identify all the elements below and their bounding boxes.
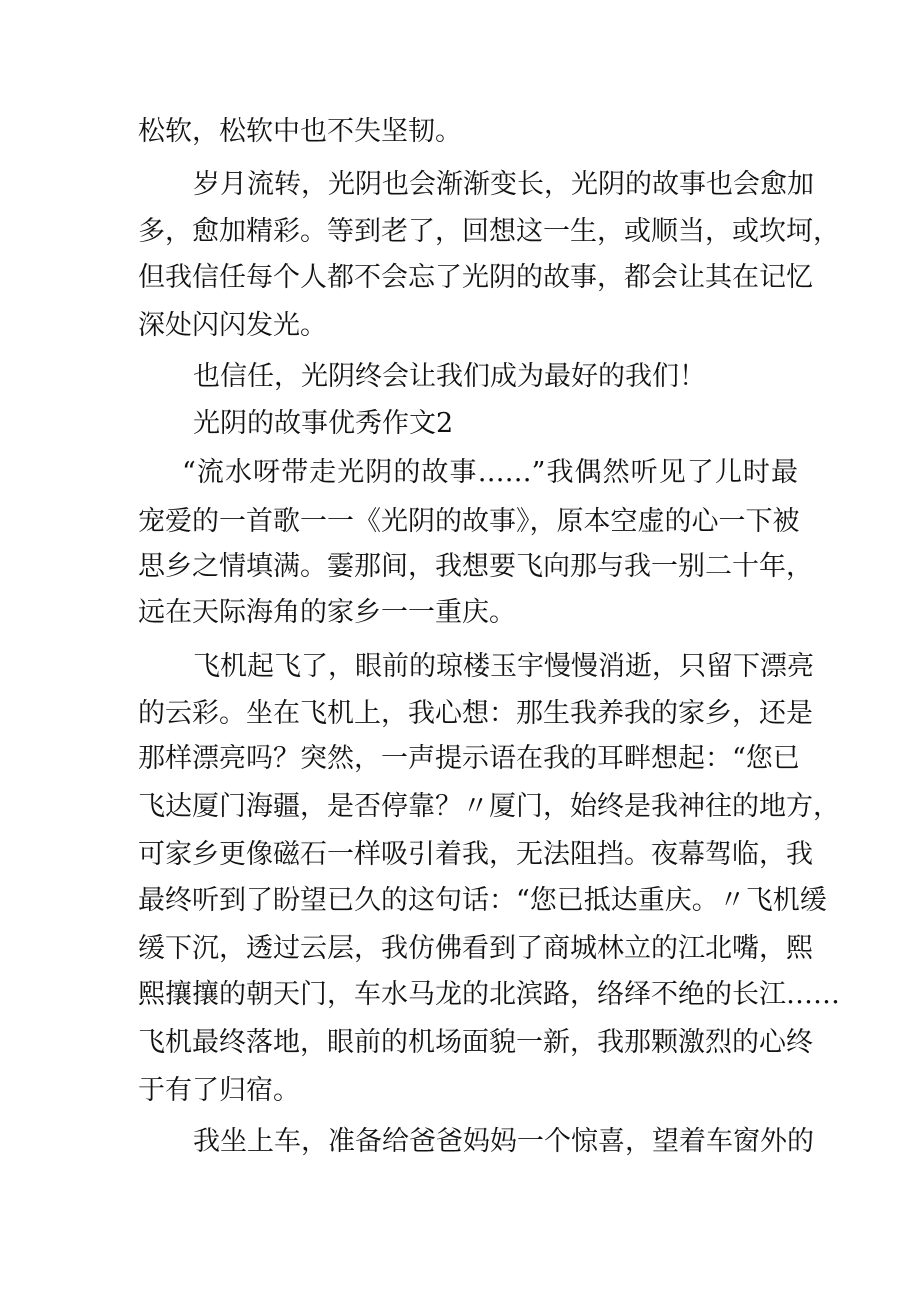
paragraph-first-line: 飞机起飞了，眼前的琼楼玉宇慢慢消逝，只留下漂亮 [193,651,814,682]
text-line: 熙攘攘的朝天门，车水马龙的北滨路，络绎不绝的长江…… [138,979,840,1010]
text-line: 思乡之情填满。霎那间，我想要飞向那与我一别二十年， [138,551,813,582]
text-line: 深处闪闪发光。 [138,310,327,341]
text-line: 可家乡更像磁石一样吸引着我，无法阻挡。夜幕驾临，我 [138,839,813,870]
text-line: 远在天际海角的家乡一一重庆。 [138,597,516,628]
paragraph-first-line: 也信任，光阴终会让我们成为最好的我们！ [193,361,706,392]
text-line: 最终听到了盼望已久的这句话：“您已抵达重庆。〃飞机缓 [138,885,827,916]
paragraph-first-line: “流水呀带走光阴的故事……”我偶然听见了儿时最 [182,457,798,488]
paragraph-first-line: 我坐上车，准备给爸爸妈妈一个惊喜，望着车窗外的 [193,1126,814,1157]
text-line: 飞机最终落地，眼前的机场面貌一新，我那颗激烈的心终 [138,1027,813,1058]
text-line: 的云彩。坐在飞机上，我心想：那生我养我的家乡，还是 [138,698,813,729]
text-line: 宠爱的一首歌一一《光阴的故事》，原本空虚的心一下被 [138,506,800,537]
text-line: 但我信任每个人都不会忘了光阴的故事，都会让其在记忆 [138,262,813,293]
text-line: 缓下沉，透过云层，我仿佛看到了商城林立的江北嘴，熙 [138,933,813,964]
text-line: 松软，松软中也不失坚韧。 [138,116,462,147]
paragraph-first-line: 岁月流转，光阴也会渐渐变长，光阴的故事也会愈加 [193,169,814,200]
text-line: 飞达厦门海疆，是否停靠？〃厦门，始终是我神往的地方， [138,791,840,822]
text-line: 那样漂亮吗？突然，一声提示语在我的耳畔想起：“您已 [138,743,800,774]
text-line: 于有了归宿。 [138,1075,300,1106]
text-line: 多，愈加精彩。等到老了，回想这一生，或顺当，或坎坷， [138,216,840,247]
section-heading: 光阴的故事优秀作文2 [193,408,454,439]
